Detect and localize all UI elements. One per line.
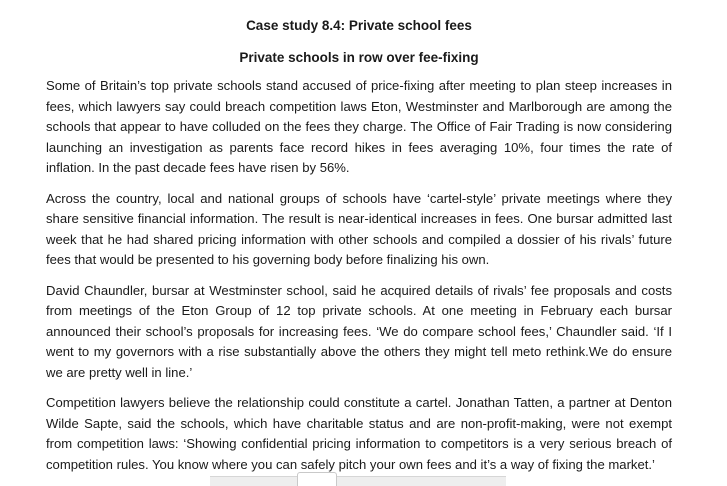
- article-headline: Private schools in row over fee-fixing: [239, 50, 479, 65]
- paragraph-3: David Chaundler, bursar at Westminster school, said he acquired details of rivals’ fee proposals and costs from meetings of the Eton Group of 12 top private schools. At one meeting in February each bursar announced their school’s proposals for increasing fees. ‘We do compare school fees,’ Chaundler said. ‘If I went to my governors with a rise substantially above the others they might tell meto rethink.We do ensure we are pretty well in line.’: [46, 282, 672, 380]
- paragraph-1: Some of Britain’s top private schools stand accused of price-fixing after meeting to plan steep increases in fees, which lawyers say could breach competition laws Eton, Westminster and Marlborough are among the schools that appear to have colluded on the fees they charge. The Office of Fair Trading is now considering launching an investigation as parents face record hikes in fees averaging 10%, four times the rate of inflation. In the past decade fees have risen by 56%.: [46, 78, 672, 175]
- document-page: [46, 14, 672, 475]
- bottom-tab-button[interactable]: [297, 472, 337, 486]
- paragraph-4: Competition lawyers believe the relationship could constitute a cartel. Jonathan Tatten, a partner at Denton Wilde Sapte, said the schools, which have charitable status and are non-profit-making, were not exempt from competition laws: ‘Showing confidential pricing information to competitors is a very serious breach of competition rules. You know where you can safely pitch your own fees and it’s a way of fixing the market.’: [46, 395, 672, 472]
- case-study-title: Case study 8.4: Private school fees: [246, 18, 472, 33]
- paragraph-2: Across the country, local and national groups of schools have ‘cartel-style’ private meetings where they share sensitive financial information. The result is near-identical increases in fees. One bursar admitted last week that he had shared pricing information with other schools and compiled a dossier of his rivals’ future fees that would be presented to his governing body before finalizing his own.: [46, 190, 672, 267]
